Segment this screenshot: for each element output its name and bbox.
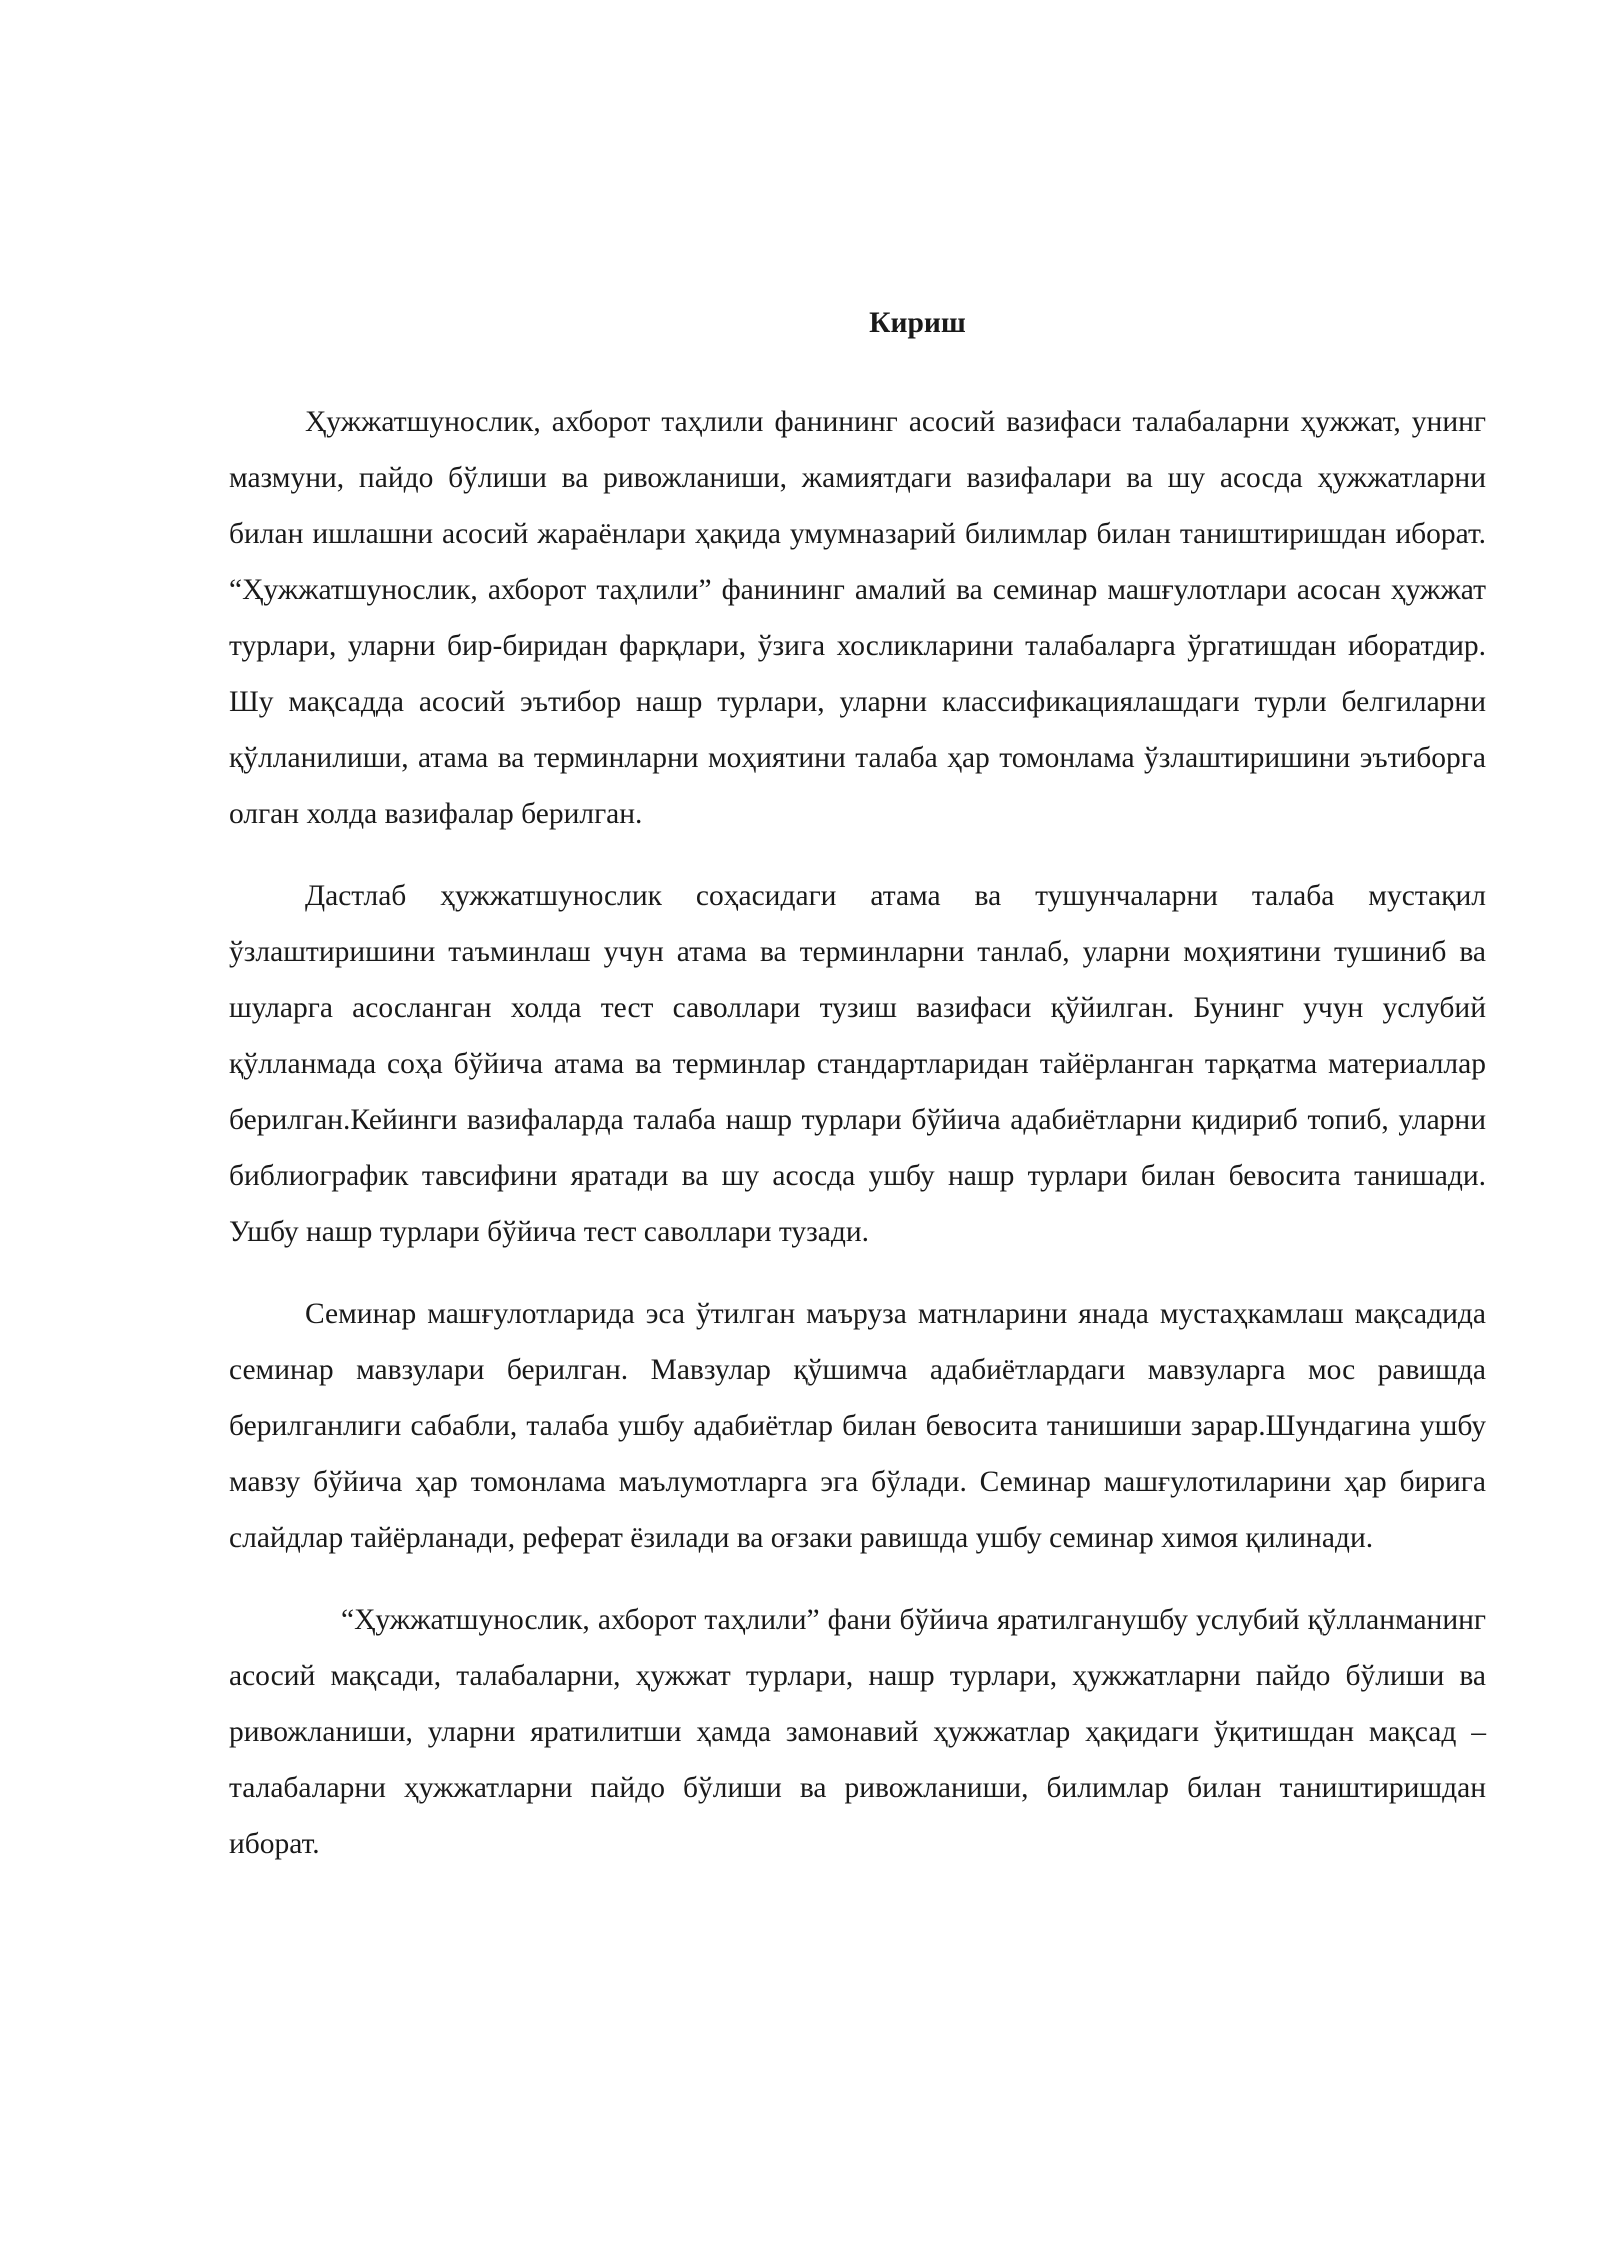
paragraph-4: “Ҳужжатшунослик, ахборот таҳлили” фани бўйича яратилганушбу услубий қўлланманинг асосий мақсади, талабаларни, ҳужжат турлари, нашр турлари, ҳужжатларни пайдо бўлиши ва ривожланиши, уларни яратилитши ҳамда замонавий ҳужжатлар ҳақидаги ўқитишдан мақсад – талабаларни ҳужжатларни пайдо бўлиши ва ривожланиши, билимлар билан таништиришдан иборат. bbox=[229, 1604, 1486, 1860]
paragraph-3: Семинар машғулотларида эса ўтилган маъруза матнларини янада мустаҳкамлаш мақсадида семинар мавзулари берилган. Мавзулар қўшимча адабиётлардаги мавзуларга мос равишда берилганлиги сабабли, талаба ушбу адабиётлар билан бевосита танишиши зарар.Шундагина ушбу мавзу бўйича ҳар томонлама маълумотларга эга бўлади. Семинар машғулотиларини ҳар бирига слайдлар тайёрланади, реферат ёзилади ва оғзаки равишда ушбу семинар химоя қилинади. bbox=[229, 1298, 1486, 1554]
page-title: Кириш bbox=[869, 307, 966, 339]
paragraph-1: Ҳужжатшунослик, ахборот таҳлили фанининг асосий вазифаси талабаларни ҳужжат, унинг мазмуни, пайдо бўлиши ва ривожланиши, жамиятдаги вазифалари ва шу асосда ҳужжатларни билан ишлашни асосий жараёнлари ҳақида умумназарий билимлар билан таништиришдан иборат. “Ҳужжатшунослик, ахборот таҳлили” фанининг амалий ва семинар машғулотлари асосан ҳужжат турлари, уларни бир-биридан фарқлари, ўзига хосликларини талабаларга ўргатишдан иборатдир. Шу мақсадда асосий эътибор нашр турлари, уларни классификациялашдаги турли белгиларни қўлланилиши, атама ва терминларни моҳиятини талаба ҳар томонлама ўзлаштиришини эътиборга олган холда вазифалар берилган. bbox=[229, 406, 1486, 830]
paragraph-2: Дастлаб ҳужжатшунослик соҳасидаги атама ва тушунчаларни талаба мустақил ўзлаштиришини таъминлаш учун атама ва терминларни танлаб, уларни моҳиятини тушиниб ва шуларга асосланган холда тест саволлари тузиш вазифаси қўйилган. Бунинг учун услубий қўлланмада соҳа бўйича атама ва терминлар стандартларидан тайёрланган тарқатма материаллар берилган.Кейинги вазифаларда талаба нашр турлари бўйича адабиётларни қидириб топиб, уларни библиографик тавсифини яратади ва шу асосда ушбу нашр турлари билан бевосита танишади. Ушбу нашр турлари бўйича тест саволлари тузади. bbox=[229, 880, 1486, 1248]
document-body bbox=[229, 295, 1486, 1898]
